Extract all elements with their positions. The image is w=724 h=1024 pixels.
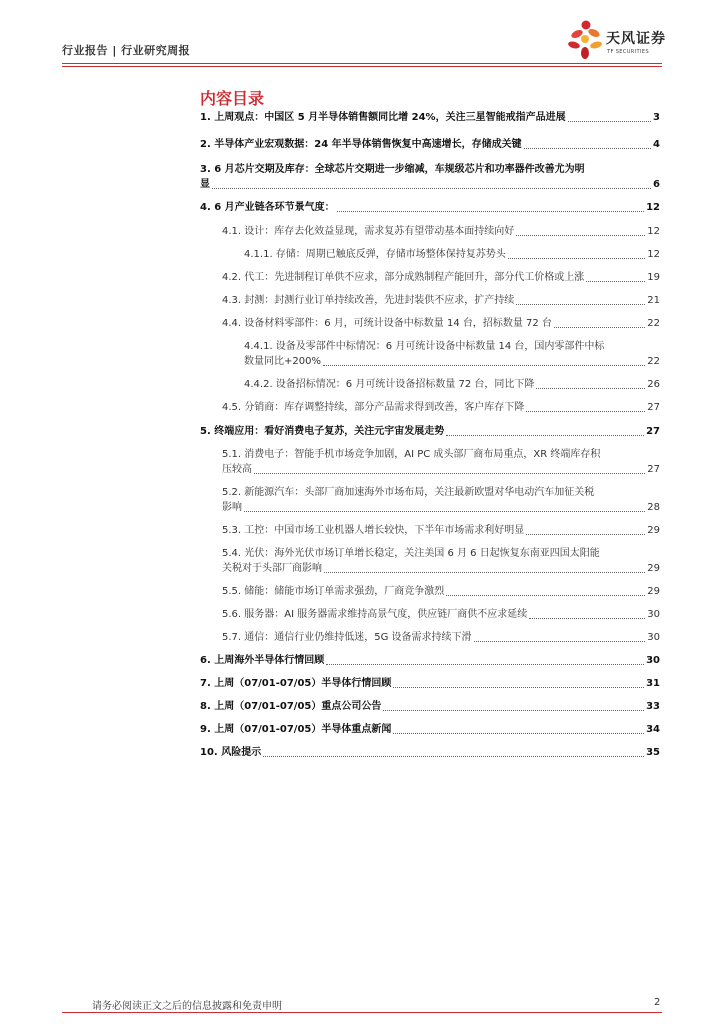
toc-entry-title: 8. 上周（07/01-07/05）重点公司公告 bbox=[200, 701, 382, 712]
toc-entry[interactable] bbox=[200, 316, 660, 331]
toc-entry-title-continued: 影响 bbox=[222, 502, 242, 513]
toc-entry[interactable] bbox=[200, 523, 660, 538]
toc-page-number: 29 bbox=[647, 586, 660, 597]
toc-leader-dots bbox=[508, 258, 645, 259]
toc-entry-title: 4.4. 设备材料零部件：6 月，可统计设备中标数量 14 台，招标数量 72 台 bbox=[222, 318, 552, 329]
toc-leader-dots bbox=[324, 572, 645, 573]
toc-leader-dots bbox=[474, 641, 646, 642]
toc-page-number: 27 bbox=[646, 426, 660, 437]
toc-entry[interactable] bbox=[200, 339, 660, 369]
toc-leader-dots bbox=[524, 148, 651, 149]
toc-entry[interactable] bbox=[200, 653, 660, 668]
toc-entry[interactable] bbox=[200, 137, 660, 152]
toc-entry-title: 3. 6 月芯片交期及库存：全球芯片交期进一步缩减，车规级芯片和功率器件改善尤为明 bbox=[200, 164, 585, 175]
toc-entry-title: 6. 上周海外半导体行情回顾 bbox=[200, 655, 325, 666]
toc-entry[interactable] bbox=[200, 224, 660, 239]
toc-entry-title: 4.3. 封测：封测行业订单持续改善，先进封装供不应求，扩产持续 bbox=[222, 295, 515, 306]
toc-entry-title-continued: 显 bbox=[200, 179, 210, 190]
toc-page-number: 30 bbox=[647, 632, 660, 643]
toc-leader-dots bbox=[383, 710, 644, 711]
toc-leader-dots bbox=[526, 411, 645, 412]
toc-leader-dots bbox=[446, 435, 644, 436]
tf-flower-logo-icon bbox=[566, 18, 604, 60]
toc-entry[interactable] bbox=[200, 745, 660, 760]
toc-leader-dots bbox=[212, 188, 651, 189]
toc-entry[interactable] bbox=[200, 110, 660, 125]
toc-entry[interactable] bbox=[200, 607, 660, 622]
toc-page-number: 29 bbox=[647, 563, 660, 574]
toc-entry-title: 4.1.1. 存储：周期已触底反弹，存储市场整体保持复苏势头 bbox=[244, 249, 506, 260]
toc-page-number: 22 bbox=[647, 318, 660, 329]
toc-entry-title: 4.5. 分销商：库存调整持续，部分产品需求得到改善，客户库存下降 bbox=[222, 402, 525, 413]
toc-page-number: 6 bbox=[653, 179, 660, 190]
toc-leader-dots bbox=[586, 281, 645, 282]
header-rule-secondary bbox=[62, 66, 662, 67]
toc-leader-dots bbox=[254, 473, 645, 474]
toc-page-number: 28 bbox=[647, 502, 660, 513]
toc-page-number: 21 bbox=[647, 295, 660, 306]
toc-entry-title: 9. 上周（07/01-07/05）半导体重点新闻 bbox=[200, 724, 392, 735]
brand-name-cn: 天风证券 bbox=[606, 31, 666, 47]
toc-entry-title: 4. 6 月产业链各环节景气度： bbox=[200, 202, 335, 213]
toc-entry[interactable] bbox=[200, 400, 660, 415]
toc-leader-dots bbox=[446, 595, 645, 596]
header-rule bbox=[62, 63, 662, 64]
toc-leader-dots bbox=[536, 388, 645, 389]
toc-entry[interactable] bbox=[200, 293, 660, 308]
toc-entry[interactable] bbox=[200, 270, 660, 285]
toc-entry-title: 5.7. 通信：通信行业仍维持低迷，5G 设备需求持续下滑 bbox=[222, 632, 472, 643]
toc-entry-title: 5.1. 消费电子：智能手机市场竞争加剧，AI PC 成头部厂商布局重点，XR 终端库存积 bbox=[222, 449, 601, 460]
toc-entry-title: 5.3. 工控：中国市场工业机器人增长较快，下半年市场需求利好明显 bbox=[222, 525, 525, 536]
toc-page-number: 30 bbox=[647, 609, 660, 620]
toc-entry-title: 10. 风险提示 bbox=[200, 747, 262, 758]
toc-entry-title: 2. 半导体产业宏观数据：24 年半导体销售恢复中高速增长，存储成关键 bbox=[200, 139, 522, 150]
toc-page-number: 27 bbox=[647, 464, 660, 475]
toc-page-number: 26 bbox=[647, 379, 660, 390]
toc-entry[interactable] bbox=[200, 584, 660, 599]
toc-leader-dots bbox=[326, 664, 644, 665]
footer-rule bbox=[62, 1012, 662, 1013]
toc-leader-dots bbox=[516, 235, 645, 236]
toc-leader-dots bbox=[393, 733, 644, 734]
toc-leader-dots bbox=[554, 327, 645, 328]
toc-page-number: 35 bbox=[646, 747, 660, 758]
toc-leader-dots bbox=[263, 756, 644, 757]
toc-leader-dots bbox=[516, 304, 645, 305]
toc-page-number: 29 bbox=[647, 525, 660, 536]
toc-leader-dots bbox=[244, 511, 645, 512]
toc-leader-dots bbox=[323, 365, 645, 366]
toc-leader-dots bbox=[529, 618, 645, 619]
brand-name-en: TF SECURITIES bbox=[607, 49, 650, 55]
toc-page-number: 22 bbox=[647, 356, 660, 367]
toc-entry-title: 5.6. 服务器：AI 服务器需求维持高景气度，供应链厂商供不应求延续 bbox=[222, 609, 528, 620]
toc-entry-title: 5. 终端应用：看好消费电子复苏，关注元宇宙发展走势 bbox=[200, 426, 445, 437]
page-number: 2 bbox=[654, 997, 661, 1008]
toc-entry-title-continued: 关税对于头部厂商影响 bbox=[222, 563, 322, 574]
toc-entry-title-continued: 压较高 bbox=[222, 464, 252, 475]
toc-page-number: 12 bbox=[647, 249, 660, 260]
toc-entry[interactable] bbox=[200, 546, 660, 576]
toc-entry[interactable] bbox=[200, 699, 660, 714]
toc-entry[interactable] bbox=[200, 162, 660, 192]
toc-leader-dots bbox=[337, 211, 644, 212]
toc-leader-dots bbox=[568, 121, 651, 122]
toc-entry[interactable] bbox=[200, 722, 660, 737]
toc-leader-dots bbox=[526, 534, 645, 535]
brand-logo bbox=[566, 18, 678, 60]
toc-entry[interactable] bbox=[200, 424, 660, 439]
toc-entry-title: 4.4.1. 设备及零部件中标情况：6 月可统计设备中标数量 14 台，国内零部件中标 bbox=[244, 341, 605, 352]
footer-disclaimer: 请务必阅读正文之后的信息披露和免责申明 bbox=[92, 1001, 282, 1012]
toc-page-number: 19 bbox=[647, 272, 660, 283]
toc-entry-title-continued: 数量同比+200% bbox=[244, 356, 321, 367]
table-of-contents bbox=[200, 110, 660, 760]
toc-entry-title: 1. 上周观点：中国区 5 月半导体销售额同比增 24%，关注三星智能戒指产品进展 bbox=[200, 112, 566, 123]
toc-entry[interactable] bbox=[200, 630, 660, 645]
toc-page-number: 33 bbox=[646, 701, 660, 712]
toc-page-number: 27 bbox=[647, 402, 660, 413]
toc-page-number: 31 bbox=[646, 678, 660, 689]
toc-title: 内容目录 bbox=[200, 89, 265, 108]
toc-entry[interactable] bbox=[200, 247, 660, 262]
toc-page-number: 3 bbox=[653, 112, 660, 123]
toc-entry[interactable] bbox=[200, 676, 660, 691]
report-type-label: 行业报告 | 行业研究周报 bbox=[62, 44, 191, 57]
toc-entry-title: 5.5. 储能：储能市场订单需求强劲，厂商竞争激烈 bbox=[222, 586, 445, 597]
toc-page-number: 12 bbox=[647, 226, 660, 237]
toc-entry[interactable] bbox=[200, 447, 660, 477]
toc-entry-title: 4.4.2. 设备招标情况：6 月可统计设备招标数量 72 台，同比下降 bbox=[244, 379, 535, 390]
toc-entry-title: 4.1. 设计：库存去化效益显现，需求复苏有望带动基本面持续向好 bbox=[222, 226, 515, 237]
toc-entry[interactable] bbox=[200, 200, 660, 215]
toc-page-number: 12 bbox=[646, 202, 660, 213]
toc-entry-title: 7. 上周（07/01-07/05）半导体行情回顾 bbox=[200, 678, 392, 689]
toc-entry[interactable] bbox=[200, 485, 660, 515]
toc-leader-dots bbox=[393, 687, 644, 688]
toc-page-number: 4 bbox=[653, 139, 660, 150]
toc-entry-title: 5.4. 光伏：海外光伏市场订单增长稳定，关注美国 6 月 6 日起恢复东南亚四国太阳能 bbox=[222, 548, 600, 559]
toc-page-number: 34 bbox=[646, 724, 660, 735]
toc-entry-title: 4.2. 代工：先进制程订单供不应求，部分成熟制程产能回升，部分代工价格或上涨 bbox=[222, 272, 585, 283]
toc-page-number: 30 bbox=[646, 655, 660, 666]
toc-entry[interactable] bbox=[200, 377, 660, 392]
toc-entry-title: 5.2. 新能源汽车：头部厂商加速海外市场布局，关注最新欧盟对华电动汽车加征关税 bbox=[222, 487, 595, 498]
